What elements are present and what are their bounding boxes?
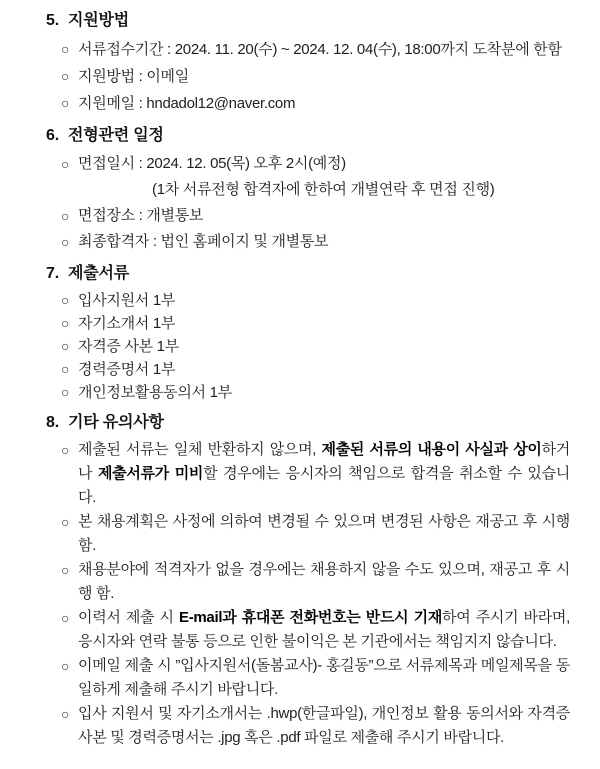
bullet-text [78,513,570,554]
bullet-text [78,361,175,378]
text-run: 이력서 제출 시 [78,609,179,626]
bullet-text [78,561,570,602]
section-number: 7. [46,265,59,282]
bullet-item [46,654,570,702]
section-heading [46,10,570,32]
text-run: 하거나 [78,441,570,482]
bullet-list [46,151,570,255]
circle-bullet-icon: ○ [61,68,70,84]
bullet-text [78,207,203,224]
circle-bullet-icon: ○ [61,706,70,722]
bullet-text [78,95,295,112]
bullet-text [78,609,570,650]
section-number: 5. [46,12,59,29]
section-heading [46,412,570,434]
bullet-list [46,36,570,117]
bullet-item [46,151,570,203]
bullet-item [46,606,570,654]
bullet-item [46,510,570,558]
bullet-list [46,438,570,750]
bullet-text [78,441,570,506]
section [46,412,570,750]
bullet-item [46,381,570,404]
bullet-item [46,335,570,358]
circle-bullet-icon: ○ [61,156,70,172]
text-run: 제출된 서류의 내용이 사실과 상이 [321,441,542,458]
text-run: 제출된 서류는 일체 반환하지 않으며, [78,441,322,458]
text-run: 자기소개서 1부 [78,315,176,332]
text-run: 지원방법 : 이메일 [78,68,189,85]
circle-bullet-icon: ○ [61,384,70,400]
text-run: 입사 지원서 및 자기소개서는 .hwp(한글파일), 개인정보 활용 동의서와 자격증 사본 및 경력증명서는 .jpg 혹은 .pdf 파일로 제출해 주시기 바랍니다. [78,705,570,746]
circle-bullet-icon: ○ [61,41,70,57]
text-run: 자격증 사본 1부 [78,338,179,355]
circle-bullet-icon: ○ [61,95,70,111]
circle-bullet-icon: ○ [61,234,70,250]
text-run: 하여 주시기 바라며, 응시자와 연락 불통 등으로 인한 불이익은 본 기관에서는 책임지지 않습니다. [78,609,570,650]
section-number: 6. [46,127,59,144]
bullet-item [46,289,570,312]
bullet-text [78,384,232,401]
section-title: 전형관련 일정 [67,127,164,144]
circle-bullet-icon: ○ [61,442,70,458]
bullet-item [46,203,570,229]
text-run: 서류접수기간 : 2024. 11. 20(수) ~ 2024. 12. 04(수), 18:00까지 도착분에 한함 [78,41,562,58]
section-heading [46,263,570,285]
section-heading [46,125,570,147]
section-number: 8. [46,414,59,431]
bullet-item [46,558,570,606]
text-run: 본 채용계획은 사정에 의하여 변경될 수 있으며 변경된 사항은 재공고 후 시행 함. [78,513,570,554]
circle-bullet-icon: ○ [61,208,70,224]
bullet-text [78,338,179,355]
circle-bullet-icon: ○ [61,562,70,578]
bullet-text [78,292,175,309]
circle-bullet-icon: ○ [61,514,70,530]
bullet-text [78,705,570,746]
text-run: 제출서류가 미비 [97,465,204,482]
circle-bullet-icon: ○ [61,292,70,308]
section-title: 제출서류 [67,265,129,282]
bullet-text [78,315,175,332]
bullet-item [46,63,570,90]
bullet-item [46,36,570,63]
bullet-text [78,68,189,85]
text-run: 경력증명서 1부 [78,361,176,378]
bullet-item [46,702,570,750]
bullet-item [46,90,570,117]
bullet-item [46,358,570,381]
bullet-text [78,155,346,172]
section [46,263,570,404]
bullet-text [78,233,328,250]
bullet-item [46,229,570,255]
bullet-item [46,438,570,510]
document-body [46,10,570,750]
bullet-item [46,312,570,335]
text-run: 개인정보활용동의서 1부 [78,384,232,401]
section-title: 기타 유의사항 [67,414,164,431]
section [46,10,570,117]
bullet-subline: (1차 서류전형 합격자에 한하여 개별연락 후 면접 진행) [152,181,495,198]
text-run: 입사지원서 1부 [78,292,176,309]
bullet-text [78,657,570,698]
circle-bullet-icon: ○ [61,658,70,674]
circle-bullet-icon: ○ [61,610,70,626]
section [46,125,570,255]
circle-bullet-icon: ○ [61,361,70,377]
circle-bullet-icon: ○ [61,338,70,354]
text-run: E-mail과 휴대폰 전화번호는 반드시 기재 [179,609,443,626]
circle-bullet-icon: ○ [61,315,70,331]
text-run: 최종합격자 : 법인 홈페이지 및 개별통보 [78,233,329,250]
text-run: 이메일 제출 시 ”입사지원서(돌봄교사)- 홍길동”으로 서류제목과 메일제목을 동일하게 제출해 주시기 바랍니다. [78,657,570,698]
text-run: 면접일시 : 2024. 12. 05(목) 오후 2시(예정) [78,155,346,172]
bullet-list [46,289,570,404]
text-run: 할 경우에는 응시자의 책임으로 합격을 취소할 수 있습니다. [78,465,570,506]
bullet-text [78,41,562,58]
text-run: 채용분야에 적격자가 없을 경우에는 채용하지 않을 수도 있으며, 재공고 후 시행 함. [78,561,570,602]
text-run: 지원메일 : hndadol12@naver.com [78,95,296,112]
text-run: 면접장소 : 개별통보 [78,207,204,224]
section-title: 지원방법 [67,12,129,29]
